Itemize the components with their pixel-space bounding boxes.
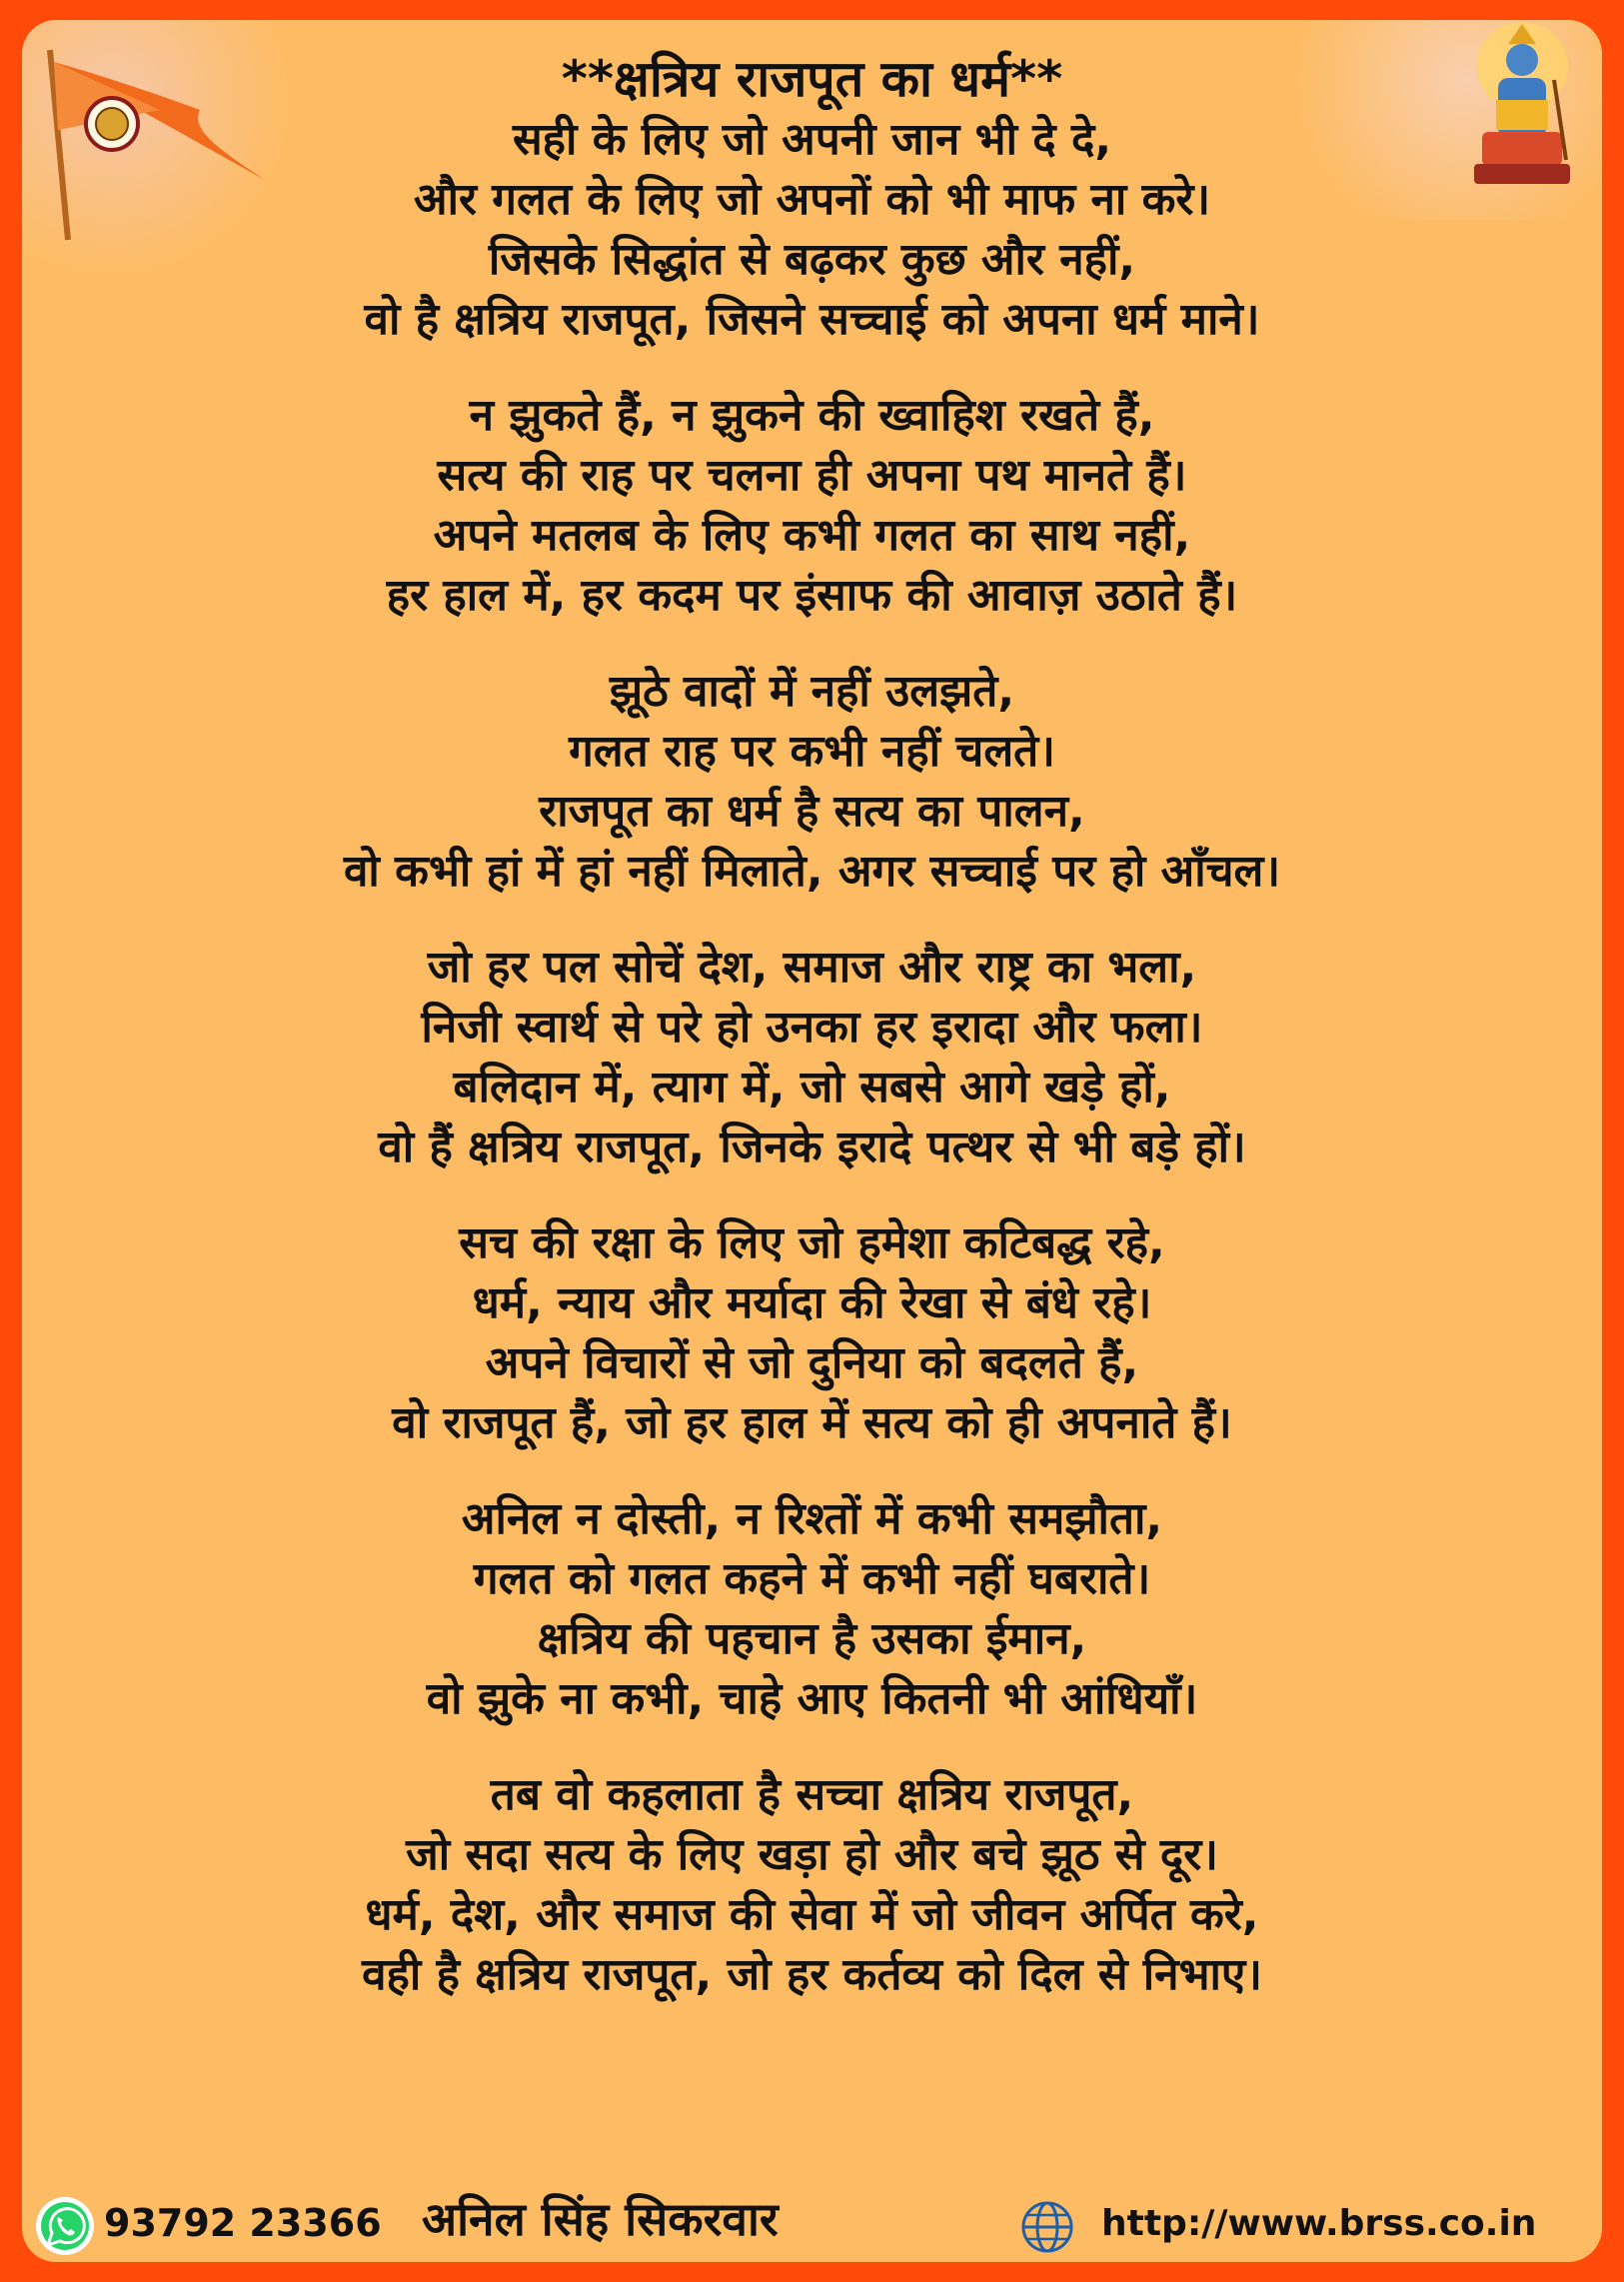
poem-stanza	[22, 938, 1602, 1177]
poem-line: वो राजपूत हैं, जो हर हाल में सत्य को ही अपनाते हैं।	[392, 1397, 1232, 1448]
poem-line: अपने मतलब के लिए कभी गलत का साथ नहीं,	[433, 510, 1191, 561]
poem-line: अपने विचारों से जो दुनिया को बदलते हैं,	[485, 1337, 1139, 1388]
website-link[interactable]: http://www.brss.co.in	[1101, 2203, 1537, 2244]
poem-line: धर्म, देश, और समाज की सेवा में जो जीवन अर्पित करे,	[365, 1889, 1259, 1940]
poem-content	[22, 38, 1602, 2041]
poem-stanza	[22, 386, 1602, 626]
poem-line: निजी स्वार्थ से परे हो उनका हर इरादा और फला।	[421, 1002, 1203, 1053]
poem-line: और गलत के लिए जो अपनों को भी माफ ना करे।	[413, 174, 1211, 225]
poem-title: **क्षत्रिय राजपूत का धर्म**	[561, 50, 1063, 108]
poem-stanza	[22, 662, 1602, 902]
poem-line: वो कभी हां में हां नहीं मिलाते, अगर सच्चाई पर हो आँचल।	[343, 846, 1281, 897]
poem-line: न झुकते हैं, न झुकने की ख्वाहिश रखते हैं,	[469, 390, 1155, 441]
poem-stanzas	[22, 110, 1602, 2005]
poem-stanza	[22, 110, 1602, 350]
poem-line: तब वो कहलाता है सच्चा क्षत्रिय राजपूत,	[490, 1769, 1134, 1820]
poem-line: बलिदान में, त्याग में, जो सबसे आगे खड़े हों,	[453, 1062, 1171, 1113]
poster-footer	[22, 2187, 1602, 2257]
poem-line: वो हैं क्षत्रिय राजपूत, जिनके इरादे पत्थर से भी बड़े हों।	[378, 1122, 1246, 1172]
poem-line: सही के लिए जो अपनी जान भी दे दे,	[512, 114, 1112, 165]
poem-line: क्षत्रिय की पहचान है उसका ईमान,	[537, 1613, 1087, 1664]
poem-line: हर हाल में, हर कदम पर इंसाफ की आवाज़ उठाते हैं।	[386, 570, 1238, 621]
poem-line: वो है क्षत्रिय राजपूत, जिसने सच्चाई को अपना धर्म माने।	[364, 294, 1260, 345]
poem-line: वो झुके ना कभी, चाहे आए कितनी भी आंधियाँ।	[426, 1673, 1198, 1724]
poem-line: जो हर पल सोचें देश, समाज और राष्ट्र का भला,	[427, 942, 1197, 993]
whatsapp-icon	[34, 2195, 96, 2257]
poem-line: धर्म, न्याय और मर्यादा की रेखा से बंधे रहे।	[472, 1277, 1152, 1328]
poem-line: अनिल न दोस्ती, न रिश्तों में कभी समझौता,	[461, 1493, 1163, 1544]
poem-stanza	[22, 1765, 1602, 2005]
poem-line: झूठे वादों में नहीं उलझते,	[609, 666, 1015, 717]
phone-number: 93792 23366	[104, 2201, 382, 2245]
author-name: अनिल सिंह सिकरवार	[422, 2192, 779, 2246]
poem-line: राजपूत का धर्म है सत्य का पालन,	[539, 786, 1085, 837]
poem-line: वही है क्षत्रिय राजपूत, जो हर कर्तव्य को दिल से निभाए।	[362, 1949, 1262, 2000]
globe-icon	[1019, 2199, 1075, 2255]
poem-stanza	[22, 1489, 1602, 1729]
poem-line: गलत राह पर कभी नहीं चलते।	[569, 726, 1055, 777]
poem-line: जो सदा सत्य के लिए खड़ा हो और बचे झूठ से दूर।	[406, 1829, 1218, 1880]
poem-stanza	[22, 1213, 1602, 1453]
poem-line: जिसके सिद्धांत से बढ़कर कुछ और नहीं,	[488, 234, 1136, 285]
poster-background	[22, 20, 1602, 2262]
poem-line: सत्य की राह पर चलना ही अपना पथ मानते हैं।	[437, 450, 1187, 501]
poem-line: गलत को गलत कहने में कभी नहीं घबराते।	[473, 1553, 1151, 1604]
poem-line: सच की रक्षा के लिए जो हमेशा कटिबद्ध रहे,	[459, 1217, 1165, 1268]
